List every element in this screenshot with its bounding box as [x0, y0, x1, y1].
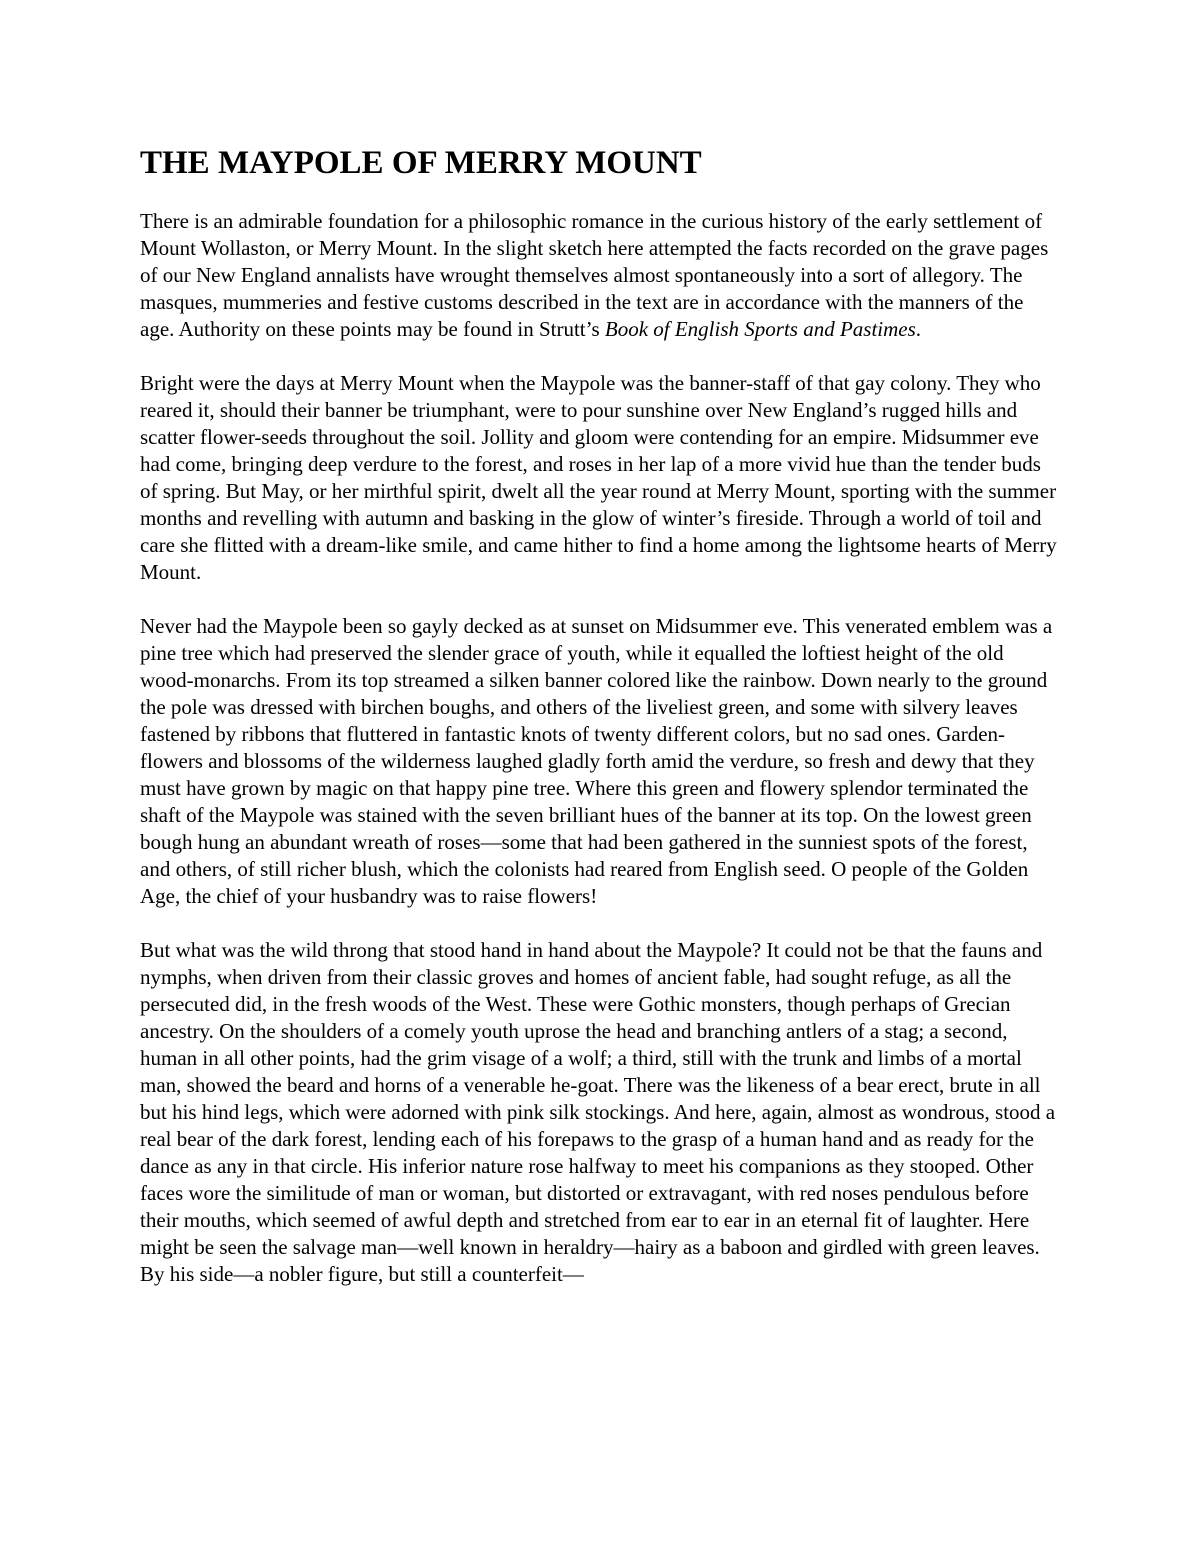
paragraph-intro — [140, 208, 1060, 343]
book-title-italic: Book of English Sports and Pastimes — [604, 317, 916, 341]
document-page — [140, 140, 1060, 1288]
page-title: THE MAYPOLE OF MERRY MOUNT — [140, 145, 702, 181]
paragraph-intro-end: . — [915, 317, 922, 341]
paragraph-intro-text: There is an admirable foundation for a philosophic romance in the curious history of the early settlement of Mount Wollaston, or Merry Mount. In the slight sketch here attempted the facts recorded on the grave pages of our New England annalists have wrought themselves almost spontaneously into a sort of allegory. The masques, mummeries and festive customs described in the text are in accordance with the manners of the age. Authority on these points may be found in Strutt’s — [140, 209, 1049, 341]
paragraph-wild-throng: But what was the wild throng that stood hand in hand about the Maypole? It could not be that the fauns and nymphs, when driven from their classic groves and homes of ancient fable, had sought refuge, as all the persecuted did, in the fresh woods of the West. These were Gothic monsters, though perhaps of Grecian ancestry. On the shoulders of a comely youth uprose the head and branching antlers of a stag; a second, human in all other points, had the grim visage of a wolf; a third, still with the trunk and limbs of a mortal man, showed the beard and horns of a venerable he-goat. There was the likeness of a bear erect, brute in all but his hind legs, which were adorned with pink silk stockings. And here, again, almost as wondrous, stood a real bear of the dark forest, lending each of his forepaws to the grasp of a human hand and as ready for the dance as any in that circle. His inferior nature rose halfway to meet his companions as they stooped. Other faces wore the similitude of man or woman, but distorted or extravagant, with red noses pendulous before their mouths, which seemed of awful depth and stretched from ear to ear in an eternal fit of laughter. Here might be seen the salvage man—well known in heraldry—hairy as a baboon and girdled with green leaves. By his side—a nobler figure, but still a counterfeit— — [140, 938, 1056, 1286]
paragraph-maypole-decked: Never had the Maypole been so gayly decked as at sunset on Midsummer eve. This venerated emblem was a pine tree which had preserved the slender grace of youth, while it equalled the loftiest height of the old wood-monarchs. From its top streamed a silken banner colored like the rainbow. Down nearly to the ground the pole was dressed with birchen boughs, and others of the liveliest green, and some with silvery leaves fastened by ribbons that fluttered in fantastic knots of twenty different colors, but no sad ones. Garden-flowers and blossoms of the wilderness laughed gladly forth amid the verdure, so fresh and dewy that they must have grown by magic on that happy pine tree. Where this green and flowery splendor terminated the shaft of the Maypole was stained with the seven brilliant hues of the banner at its top. On the lowest green bough hung an abundant wreath of roses—some that had been gathered in the sunniest spots of the forest, and others, of still richer blush, which the colonists had reared from English seed. O people of the Golden Age, the chief of your husbandry was to raise flowers! — [140, 614, 1053, 908]
paragraph-bright-days: Bright were the days at Merry Mount when the Maypole was the banner-staff of that gay colony. They who reared it, should their banner be triumphant, were to pour sunshine over New England’s rugged hills and scatter flower-seeds throughout the soil. Jollity and gloom were contending for an empire. Midsummer eve had come, bringing deep verdure to the forest, and roses in her lap of a more vivid hue than the tender buds of spring. But May, or her mirthful spirit, dwelt all the year round at Merry Mount, sporting with the summer months and revelling with autumn and basking in the glow of winter’s fireside. Through a world of toil and care she flitted with a dream-like smile, and came hither to find a home among the lightsome hearts of Merry Mount. — [140, 371, 1057, 584]
